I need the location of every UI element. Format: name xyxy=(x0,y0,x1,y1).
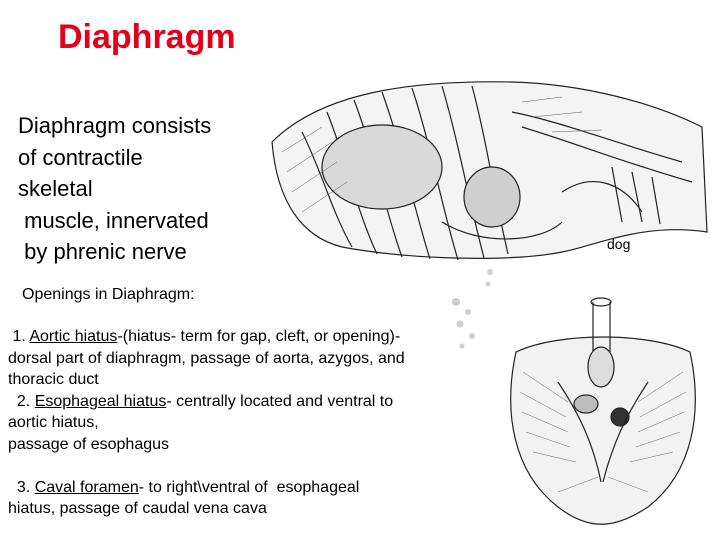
intro-line: by phrenic nerve xyxy=(18,239,187,264)
intro-line: muscle, innervated xyxy=(18,207,209,233)
list-item xyxy=(8,326,468,348)
item-number: 3. xyxy=(8,478,35,496)
spacer xyxy=(8,455,468,477)
openings-list xyxy=(8,326,468,520)
list-item xyxy=(8,391,468,413)
diaphragm-illustration xyxy=(498,292,708,532)
intro-line: skeletal xyxy=(18,176,93,201)
item-text: dorsal part of diaphragm, passage of aorta, azygos, and xyxy=(8,349,405,367)
item-text: hiatus, passage of caudal vena cava xyxy=(8,500,267,517)
openings-heading: Openings in Diaphragm: xyxy=(22,286,195,303)
esophageal-hiatus-term: Esophageal hiatus xyxy=(34,392,167,410)
item-number: 2. xyxy=(8,392,35,410)
page-title: Diaphragm xyxy=(58,18,236,56)
item-text: aortic hiatus, xyxy=(8,414,99,431)
item-text: thoracic duct xyxy=(8,371,99,388)
caval-foramen-term: Caval foramen xyxy=(34,478,139,496)
item-text: -(hiatus- term for gap, cleft, or opening)- xyxy=(117,328,401,345)
item-text: - to right\ventral of esophageal xyxy=(138,478,360,496)
intro-line: Diaphragm consists xyxy=(18,113,212,138)
item-number: 1. xyxy=(8,328,30,345)
aortic-hiatus-term: Aortic hiatus xyxy=(29,328,118,345)
item-text: - centrally located and ventral to xyxy=(166,392,394,410)
list-item xyxy=(8,477,468,499)
item-text: passage of esophagus xyxy=(8,435,170,453)
intro-line: of contractile xyxy=(18,144,143,170)
intro-text xyxy=(18,110,258,268)
figure-label: dog xyxy=(607,236,631,252)
dog-thorax-illustration xyxy=(262,72,710,264)
